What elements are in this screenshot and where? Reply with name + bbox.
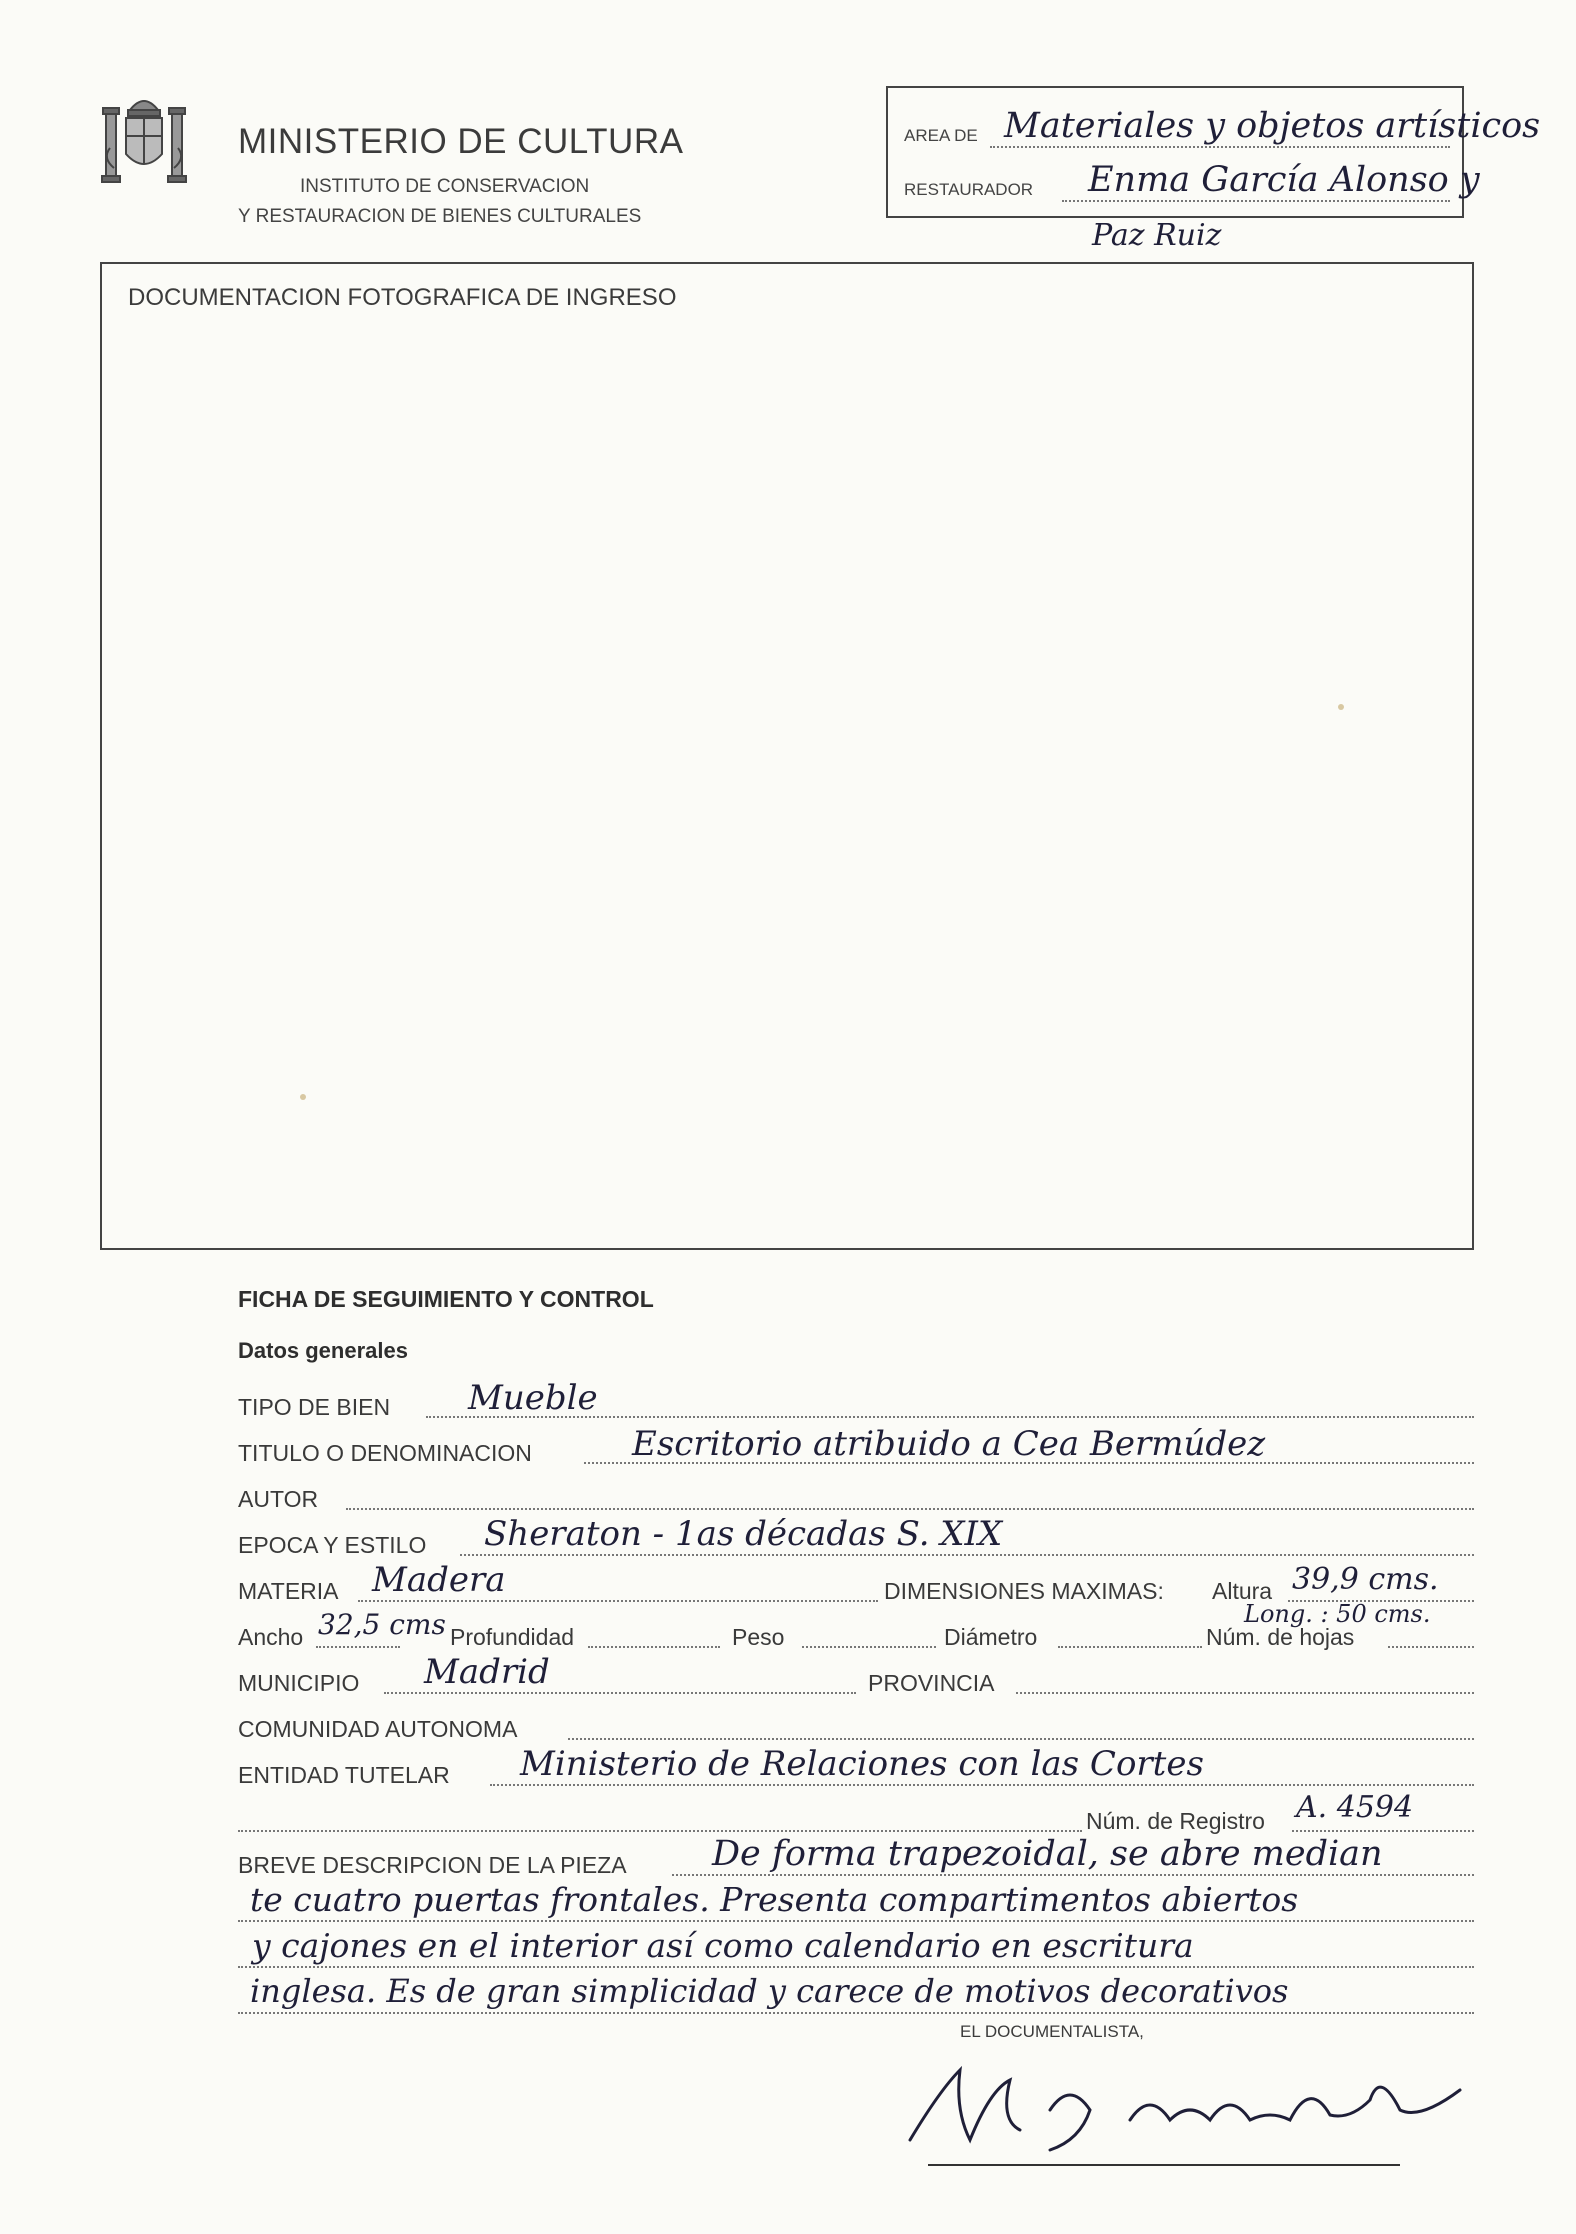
- registro-label: Núm. de Registro: [1086, 1808, 1265, 1834]
- descripcion-dotted-line-3: [238, 1966, 1474, 1968]
- registro-value: A. 4594: [1296, 1790, 1414, 1825]
- ministry-title: MINISTERIO DE CULTURA: [238, 122, 684, 161]
- signature: [900, 2050, 1480, 2160]
- institute-name-line2: Y RESTAURACION DE BIENES CULTURALES: [238, 206, 642, 227]
- epoca-value: Sheraton - 1as décadas S. XIX: [484, 1514, 1003, 1554]
- profundidad-dotted-line: [588, 1646, 720, 1648]
- tipo-label: TIPO DE BIEN: [238, 1394, 391, 1420]
- tipo-value: Mueble: [468, 1378, 598, 1418]
- autor-label: AUTOR: [238, 1486, 319, 1512]
- form-title: FICHA DE SEGUIMIENTO Y CONTROL: [238, 1286, 654, 1312]
- photo-documentation-box: [100, 262, 1474, 1250]
- titulo-value: Escritorio atribuido a Cea Bermúdez: [632, 1424, 1266, 1464]
- epoca-dotted-line: [460, 1554, 1474, 1556]
- altura-label: Altura: [1212, 1578, 1273, 1604]
- descripcion-dotted-line-4: [238, 2012, 1474, 2014]
- restaurador-value: Enma García Alonso y: [1088, 160, 1480, 200]
- paper-speck: [1338, 704, 1344, 710]
- descripcion-dotted-line-2: [238, 1920, 1474, 1922]
- hojas-dotted-line: [1388, 1646, 1474, 1648]
- materia-dotted-line: [358, 1600, 878, 1602]
- section-title: Datos generales: [238, 1338, 408, 1363]
- registro-leading-dotted-line: [238, 1830, 1082, 1832]
- restaurador-dotted-line: [1062, 200, 1450, 202]
- dimensiones-label: DIMENSIONES MAXIMAS:: [884, 1578, 1164, 1604]
- entidad-label: ENTIDAD TUTELAR: [238, 1762, 450, 1788]
- provincia-dotted-line: [1016, 1692, 1474, 1694]
- registro-dotted-line: [1292, 1830, 1474, 1832]
- profundidad-label: Profundidad: [450, 1624, 575, 1650]
- documentalista-label: EL DOCUMENTALISTA,: [960, 2022, 1144, 2041]
- coat-of-arms-icon: [100, 88, 188, 188]
- comunidad-dotted-line: [568, 1738, 1474, 1740]
- materia-value: Madera: [372, 1560, 506, 1600]
- entidad-value: Ministerio de Relaciones con las Cortes: [520, 1744, 1204, 1784]
- municipio-dotted-line: [384, 1692, 856, 1694]
- diametro-label: Diámetro: [944, 1624, 1038, 1650]
- altura-value: 39,9 cms.: [1292, 1562, 1439, 1597]
- entidad-dotted-line: [490, 1784, 1474, 1786]
- municipio-label: MUNICIPIO: [238, 1670, 360, 1696]
- ancho-value: 32,5 cms: [318, 1608, 446, 1641]
- restaurador-value-continued: Paz Ruiz: [1092, 218, 1222, 253]
- hojas-label: Núm. de hojas: [1206, 1624, 1355, 1650]
- titulo-label: TITULO O DENOMINACION: [238, 1440, 532, 1466]
- peso-label: Peso: [732, 1624, 785, 1650]
- autor-dotted-line: [346, 1508, 1474, 1510]
- descripcion-line-4: inglesa. Es de gran simplicidad y carece de motivos decorativos: [250, 1972, 1289, 2010]
- restaurador-label: RESTAURADOR: [904, 180, 1034, 199]
- ancho-dotted-line: [316, 1646, 400, 1648]
- institute-name-line1: INSTITUTO DE CONSERVACION: [300, 176, 590, 197]
- descripcion-line-3: y cajones en el interior así como calendario en escritura: [252, 1926, 1194, 1965]
- ancho-label: Ancho: [238, 1624, 304, 1650]
- comunidad-label: COMUNIDAD AUTONOMA: [238, 1716, 518, 1742]
- diametro-dotted-line: [1058, 1646, 1202, 1648]
- descripcion-label: BREVE DESCRIPCION DE LA PIEZA: [238, 1852, 627, 1878]
- paper-speck: [300, 1094, 306, 1100]
- area-label: AREA DE: [904, 126, 978, 145]
- municipio-value: Madrid: [424, 1652, 550, 1692]
- provincia-label: PROVINCIA: [868, 1670, 995, 1696]
- materia-label: MATERIA: [238, 1578, 339, 1604]
- area-dotted-line: [990, 146, 1450, 148]
- long-value: Long. : 50 cms.: [1244, 1600, 1431, 1628]
- descripcion-dotted-line-1: [672, 1874, 1474, 1876]
- epoca-label: EPOCA Y ESTILO: [238, 1532, 427, 1558]
- descripcion-line-1: De forma trapezoidal, se abre median: [712, 1834, 1383, 1874]
- photo-documentation-label: DOCUMENTACION FOTOGRAFICA DE INGRESO: [128, 284, 677, 311]
- descripcion-line-2: te cuatro puertas frontales. Presenta compartimentos abiertos: [250, 1880, 1299, 1919]
- area-value: Materiales y objetos artísticos: [1004, 106, 1541, 146]
- peso-dotted-line: [802, 1646, 936, 1648]
- signature-line: [928, 2164, 1400, 2166]
